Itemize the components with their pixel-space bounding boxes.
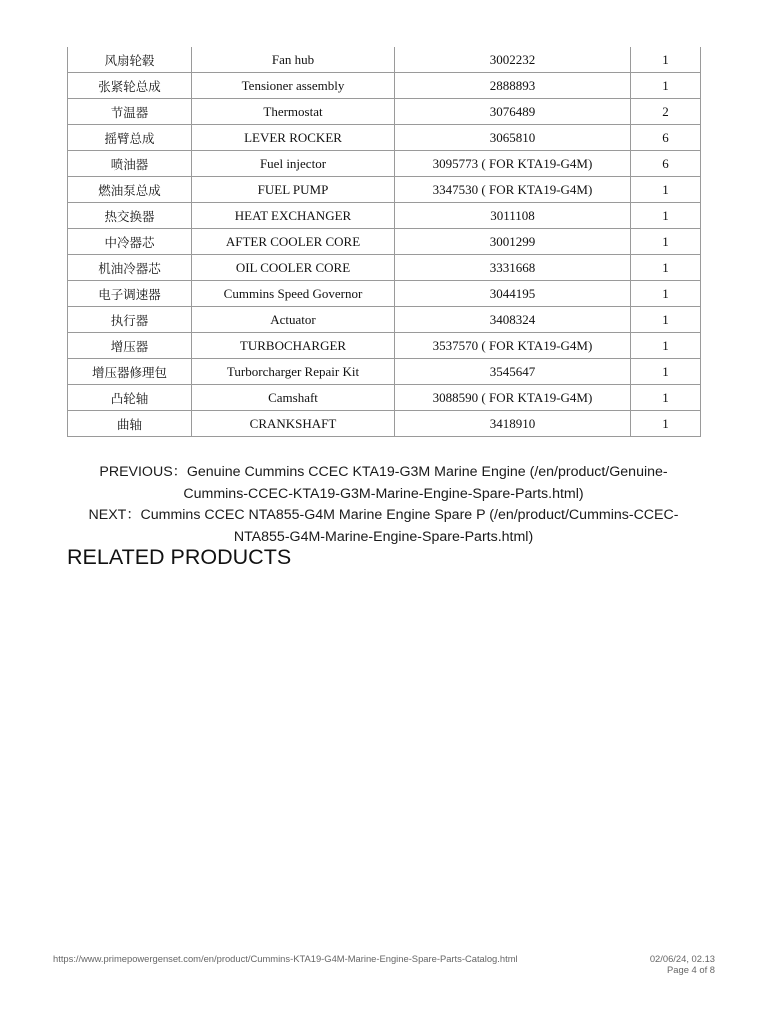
part-number-cell: 3331668 [395,255,631,281]
quantity-cell: 1 [631,411,701,437]
previous-link[interactable] [67,462,700,505]
part-number-cell: 3044195 [395,281,631,307]
part-number-cell: 3418910 [395,411,631,437]
part-name-en-cell: Thermostat [192,99,395,125]
footer-meta [650,953,715,975]
table-row [68,73,701,99]
part-name-en-cell: AFTER COOLER CORE [192,229,395,255]
part-number-cell: 3347530 ( FOR KTA19-G4M) [395,177,631,203]
table-row [68,203,701,229]
part-name-en-cell: CRANKSHAFT [192,411,395,437]
part-name-cn-cell: 张紧轮总成 [68,73,192,99]
part-name-en-cell: FUEL PUMP [192,177,395,203]
part-name-en-cell: Cummins Speed Governor [192,281,395,307]
table-row [68,385,701,411]
quantity-cell: 1 [631,281,701,307]
part-name-cn-cell: 喷油器 [68,151,192,177]
table-row [68,125,701,151]
table-row [68,229,701,255]
table-row [68,307,701,333]
part-name-cn-cell: 热交换器 [68,203,192,229]
table-row [68,333,701,359]
next-link-line-2[interactable]: NTA855-G4M-Marine-Engine-Spare-Parts.html) [233,528,534,545]
part-name-en-cell: LEVER ROCKER [192,125,395,151]
footer-url: https://www.primepowergenset.com/en/product/Cummins-KTA19-G4M-Marine-Engine-Spare-Parts-Catalog.html [53,953,518,964]
quantity-cell: 1 [631,177,701,203]
table-row [68,255,701,281]
part-number-cell: 3065810 [395,125,631,151]
part-name-cn-cell: 节温器 [68,99,192,125]
quantity-cell: 6 [631,151,701,177]
part-number-cell: 3011108 [395,203,631,229]
part-name-en-cell: Camshaft [192,385,395,411]
part-number-cell: 3095773 ( FOR KTA19-G4M) [395,151,631,177]
part-name-cn-cell: 增压器修理包 [68,359,192,385]
part-name-en-cell: TURBOCHARGER [192,333,395,359]
quantity-cell: 6 [631,125,701,151]
part-number-cell: 3001299 [395,229,631,255]
part-name-en-cell: Turborcharger Repair Kit [192,359,395,385]
quantity-cell: 1 [631,255,701,281]
next-link-line-1[interactable]: NEXT：Cummins CCEC NTA855-G4M Marine Engine Spare P (/en/product/Cummins-CCEC- [88,507,679,523]
quantity-cell: 1 [631,47,701,73]
part-name-cn-cell: 增压器 [68,333,192,359]
related-products-heading: RELATED PRODUCTS [67,545,292,569]
part-name-en-cell: Fuel injector [192,151,395,177]
part-number-cell: 3545647 [395,359,631,385]
table-row [68,177,701,203]
parts-table-body [68,47,701,437]
quantity-cell: 2 [631,99,701,125]
part-name-cn-cell: 风扇轮毂 [68,47,192,73]
table-row [68,359,701,385]
previous-link-line-2[interactable]: Cummins-CCEC-KTA19-G3M-Marine-Engine-Spare-Parts.html) [183,485,584,502]
part-number-cell: 3408324 [395,307,631,333]
quantity-cell: 1 [631,203,701,229]
part-name-cn-cell: 燃油泵总成 [68,177,192,203]
table-row [68,47,701,73]
part-name-cn-cell: 执行器 [68,307,192,333]
quantity-cell: 1 [631,385,701,411]
quantity-cell: 1 [631,333,701,359]
part-name-en-cell: Actuator [192,307,395,333]
quantity-cell: 1 [631,73,701,99]
part-name-cn-cell: 电子调速器 [68,281,192,307]
part-name-cn-cell: 摇臂总成 [68,125,192,151]
part-number-cell: 3088590 ( FOR KTA19-G4M) [395,385,631,411]
quantity-cell: 1 [631,307,701,333]
quantity-cell: 1 [631,229,701,255]
part-name-en-cell: OIL COOLER CORE [192,255,395,281]
part-number-cell: 3076489 [395,99,631,125]
footer-datetime: 02/06/24, 02.13 [649,953,715,964]
table-row [68,99,701,125]
parts-table [67,47,701,437]
part-name-cn-cell: 曲轴 [68,411,192,437]
table-row [68,411,701,437]
part-name-cn-cell: 中冷器芯 [68,229,192,255]
quantity-cell: 1 [631,359,701,385]
part-name-cn-cell: 机油冷器芯 [68,255,192,281]
part-number-cell: 3002232 [395,47,631,73]
part-name-en-cell: HEAT EXCHANGER [192,203,395,229]
part-number-cell: 3537570 ( FOR KTA19-G4M) [395,333,631,359]
next-link[interactable] [67,505,700,548]
table-row [68,281,701,307]
previous-link-line-1[interactable]: PREVIOUS：Genuine Cummins CCEC KTA19-G3M Marine Engine (/en/product/Genuine- [99,464,668,480]
part-number-cell: 2888893 [395,73,631,99]
table-row [68,151,701,177]
part-name-en-cell: Fan hub [192,47,395,73]
part-name-cn-cell: 凸轮轴 [68,385,192,411]
part-name-en-cell: Tensioner assembly [192,73,395,99]
footer-page-number: Page 4 of 8 [667,964,715,975]
